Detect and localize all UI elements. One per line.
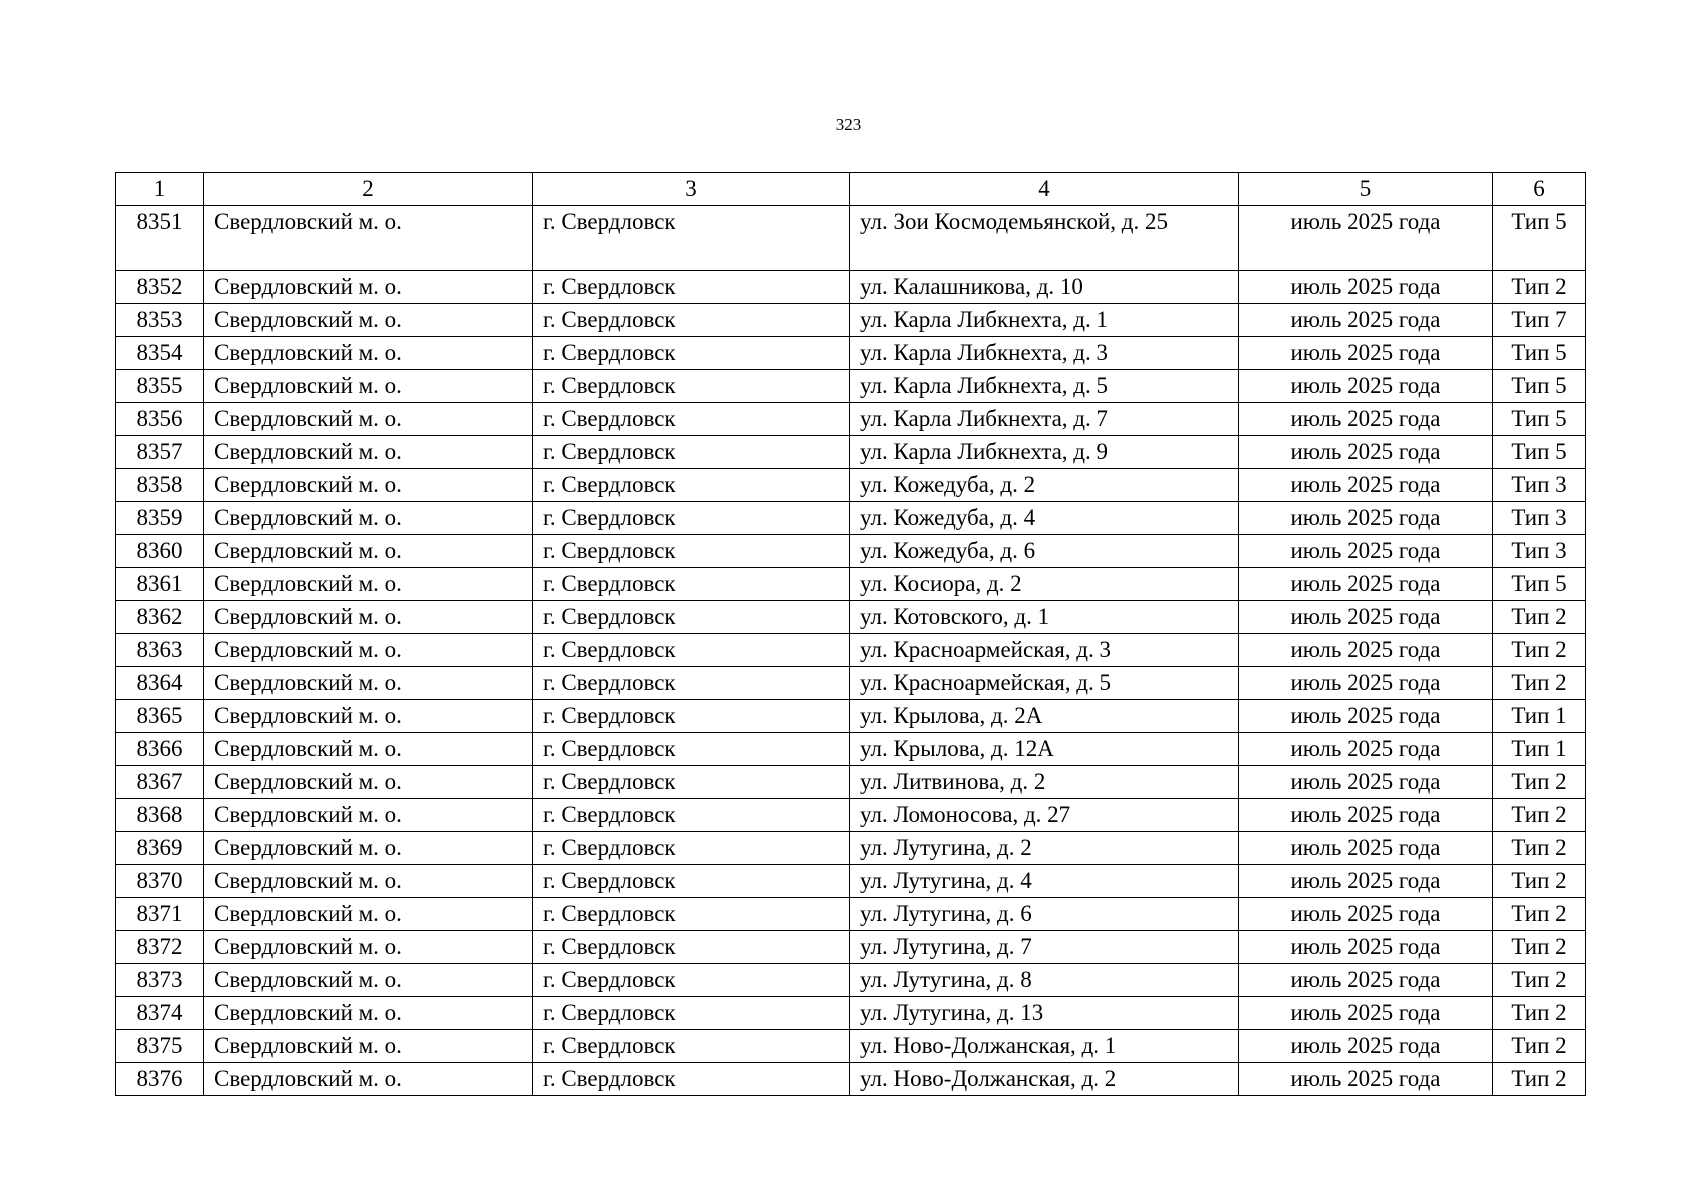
date-cell: июль 2025 года: [1239, 535, 1493, 568]
date-cell: июль 2025 года: [1239, 766, 1493, 799]
district-cell: Свердловский м. о.: [204, 601, 533, 634]
city-cell: г. Свердловск: [533, 733, 850, 766]
date-cell: июль 2025 года: [1239, 634, 1493, 667]
address-cell: ул. Ново-Должанская, д. 2: [850, 1063, 1239, 1096]
district-cell: Свердловский м. о.: [204, 964, 533, 997]
city-cell: г. Свердловск: [533, 535, 850, 568]
row-number: 8356: [116, 403, 204, 436]
column-header-5: 5: [1239, 173, 1493, 206]
type-cell: Тип 2: [1493, 898, 1586, 931]
address-cell: ул. Лутугина, д. 13: [850, 997, 1239, 1030]
city-cell: г. Свердловск: [533, 997, 850, 1030]
row-number: 8363: [116, 634, 204, 667]
table-row: [116, 634, 1586, 667]
district-cell: Свердловский м. о.: [204, 469, 533, 502]
row-number: 8371: [116, 898, 204, 931]
address-cell: ул. Лутугина, д. 7: [850, 931, 1239, 964]
date-cell: июль 2025 года: [1239, 733, 1493, 766]
city-cell: г. Свердловск: [533, 964, 850, 997]
city-cell: г. Свердловск: [533, 931, 850, 964]
district-cell: Свердловский м. о.: [204, 535, 533, 568]
address-cell: ул. Кожедуба, д. 6: [850, 535, 1239, 568]
type-cell: Тип 3: [1493, 469, 1586, 502]
district-cell: Свердловский м. о.: [204, 700, 533, 733]
district-cell: Свердловский м. о.: [204, 634, 533, 667]
row-number: 8353: [116, 304, 204, 337]
date-cell: июль 2025 года: [1239, 568, 1493, 601]
date-cell: июль 2025 года: [1239, 931, 1493, 964]
district-cell: Свердловский м. о.: [204, 766, 533, 799]
table-row: [116, 304, 1586, 337]
date-cell: июль 2025 года: [1239, 865, 1493, 898]
city-cell: г. Свердловск: [533, 634, 850, 667]
district-cell: Свердловский м. о.: [204, 206, 533, 271]
table-row: [116, 206, 1586, 271]
table-row: [116, 700, 1586, 733]
date-cell: июль 2025 года: [1239, 304, 1493, 337]
address-cell: ул. Литвинова, д. 2: [850, 766, 1239, 799]
district-cell: Свердловский м. о.: [204, 337, 533, 370]
date-cell: июль 2025 года: [1239, 502, 1493, 535]
city-cell: г. Свердловск: [533, 1030, 850, 1063]
registry-table: [115, 172, 1586, 1096]
date-cell: июль 2025 года: [1239, 898, 1493, 931]
type-cell: Тип 2: [1493, 832, 1586, 865]
type-cell: Тип 5: [1493, 206, 1586, 271]
city-cell: г. Свердловск: [533, 370, 850, 403]
table-row: [116, 865, 1586, 898]
district-cell: Свердловский м. о.: [204, 1030, 533, 1063]
district-cell: Свердловский м. о.: [204, 898, 533, 931]
row-number: 8365: [116, 700, 204, 733]
page-number: 323: [835, 115, 862, 134]
date-cell: июль 2025 года: [1239, 1030, 1493, 1063]
address-cell: ул. Карла Либкнехта, д. 9: [850, 436, 1239, 469]
city-cell: г. Свердловск: [533, 799, 850, 832]
type-cell: Тип 2: [1493, 997, 1586, 1030]
district-cell: Свердловский м. о.: [204, 667, 533, 700]
district-cell: Свердловский м. о.: [204, 799, 533, 832]
district-cell: Свердловский м. о.: [204, 403, 533, 436]
address-cell: ул. Ново-Должанская, д. 1: [850, 1030, 1239, 1063]
table-row: [116, 832, 1586, 865]
table-row: [116, 601, 1586, 634]
address-cell: ул. Красноармейская, д. 5: [850, 667, 1239, 700]
date-cell: июль 2025 года: [1239, 700, 1493, 733]
type-cell: Тип 2: [1493, 799, 1586, 832]
table-row: [116, 1063, 1586, 1096]
address-cell: ул. Красноармейская, д. 3: [850, 634, 1239, 667]
address-cell: ул. Зои Космодемьянской, д. 25: [850, 206, 1239, 271]
address-cell: ул. Карла Либкнехта, д. 1: [850, 304, 1239, 337]
date-cell: июль 2025 года: [1239, 964, 1493, 997]
type-cell: Тип 1: [1493, 733, 1586, 766]
type-cell: Тип 7: [1493, 304, 1586, 337]
column-header-2: 2: [204, 173, 533, 206]
table-row: [116, 1030, 1586, 1063]
city-cell: г. Свердловск: [533, 667, 850, 700]
table-row: [116, 337, 1586, 370]
district-cell: Свердловский м. о.: [204, 436, 533, 469]
city-cell: г. Свердловск: [533, 1063, 850, 1096]
date-cell: июль 2025 года: [1239, 271, 1493, 304]
table-header: [116, 173, 1586, 206]
address-cell: ул. Косиора, д. 2: [850, 568, 1239, 601]
address-cell: ул. Калашникова, д. 10: [850, 271, 1239, 304]
district-cell: Свердловский м. о.: [204, 997, 533, 1030]
city-cell: г. Свердловск: [533, 568, 850, 601]
city-cell: г. Свердловск: [533, 206, 850, 271]
column-header-1: 1: [116, 173, 204, 206]
row-number: 8375: [116, 1030, 204, 1063]
type-cell: Тип 5: [1493, 403, 1586, 436]
table-row: [116, 667, 1586, 700]
city-cell: г. Свердловск: [533, 865, 850, 898]
district-cell: Свердловский м. о.: [204, 832, 533, 865]
type-cell: Тип 3: [1493, 535, 1586, 568]
city-cell: г. Свердловск: [533, 700, 850, 733]
row-number: 8372: [116, 931, 204, 964]
type-cell: Тип 2: [1493, 667, 1586, 700]
date-cell: июль 2025 года: [1239, 436, 1493, 469]
date-cell: июль 2025 года: [1239, 1063, 1493, 1096]
row-number: 8354: [116, 337, 204, 370]
address-cell: ул. Кожедуба, д. 4: [850, 502, 1239, 535]
type-cell: Тип 2: [1493, 865, 1586, 898]
date-cell: июль 2025 года: [1239, 403, 1493, 436]
row-number: 8351: [116, 206, 204, 271]
table-row: [116, 403, 1586, 436]
row-number: 8366: [116, 733, 204, 766]
type-cell: Тип 5: [1493, 337, 1586, 370]
address-cell: ул. Лутугина, д. 8: [850, 964, 1239, 997]
date-cell: июль 2025 года: [1239, 799, 1493, 832]
type-cell: Тип 3: [1493, 502, 1586, 535]
type-cell: Тип 2: [1493, 1063, 1586, 1096]
city-cell: г. Свердловск: [533, 337, 850, 370]
city-cell: г. Свердловск: [533, 502, 850, 535]
address-cell: ул. Лутугина, д. 2: [850, 832, 1239, 865]
type-cell: Тип 2: [1493, 766, 1586, 799]
table-row: [116, 271, 1586, 304]
district-cell: Свердловский м. о.: [204, 1063, 533, 1096]
district-cell: Свердловский м. о.: [204, 733, 533, 766]
row-number: 8357: [116, 436, 204, 469]
type-cell: Тип 2: [1493, 601, 1586, 634]
row-number: 8362: [116, 601, 204, 634]
address-cell: ул. Крылова, д. 12А: [850, 733, 1239, 766]
table-body: [116, 206, 1586, 1096]
city-cell: г. Свердловск: [533, 898, 850, 931]
city-cell: г. Свердловск: [533, 601, 850, 634]
row-number: 8361: [116, 568, 204, 601]
row-number: 8367: [116, 766, 204, 799]
table-row: [116, 898, 1586, 931]
address-cell: ул. Кожедуба, д. 2: [850, 469, 1239, 502]
table-row: [116, 535, 1586, 568]
city-cell: г. Свердловск: [533, 469, 850, 502]
row-number: 8373: [116, 964, 204, 997]
table-row: [116, 436, 1586, 469]
table-row: [116, 370, 1586, 403]
table-row: [116, 799, 1586, 832]
row-number: 8358: [116, 469, 204, 502]
city-cell: г. Свердловск: [533, 304, 850, 337]
table-row: [116, 964, 1586, 997]
address-cell: ул. Крылова, д. 2А: [850, 700, 1239, 733]
date-cell: июль 2025 года: [1239, 469, 1493, 502]
date-cell: июль 2025 года: [1239, 206, 1493, 271]
type-cell: Тип 1: [1493, 700, 1586, 733]
address-cell: ул. Ломоносова, д. 27: [850, 799, 1239, 832]
type-cell: Тип 5: [1493, 370, 1586, 403]
table-row: [116, 502, 1586, 535]
address-cell: ул. Котовского, д. 1: [850, 601, 1239, 634]
district-cell: Свердловский м. о.: [204, 271, 533, 304]
city-cell: г. Свердловск: [533, 832, 850, 865]
address-cell: ул. Карла Либкнехта, д. 3: [850, 337, 1239, 370]
district-cell: Свердловский м. о.: [204, 502, 533, 535]
row-number: 8368: [116, 799, 204, 832]
table-row: [116, 931, 1586, 964]
type-cell: Тип 2: [1493, 931, 1586, 964]
table-row: [116, 568, 1586, 601]
row-number: 8355: [116, 370, 204, 403]
table-row: [116, 997, 1586, 1030]
district-cell: Свердловский м. о.: [204, 568, 533, 601]
type-cell: Тип 5: [1493, 568, 1586, 601]
date-cell: июль 2025 года: [1239, 337, 1493, 370]
address-cell: ул. Карла Либкнехта, д. 5: [850, 370, 1239, 403]
type-cell: Тип 2: [1493, 1030, 1586, 1063]
district-cell: Свердловский м. о.: [204, 931, 533, 964]
column-header-6: 6: [1493, 173, 1586, 206]
row-number: 8359: [116, 502, 204, 535]
row-number: 8370: [116, 865, 204, 898]
date-cell: июль 2025 года: [1239, 370, 1493, 403]
address-cell: ул. Лутугина, д. 6: [850, 898, 1239, 931]
date-cell: июль 2025 года: [1239, 667, 1493, 700]
row-number: 8360: [116, 535, 204, 568]
type-cell: Тип 2: [1493, 634, 1586, 667]
header-row: [116, 173, 1586, 206]
city-cell: г. Свердловск: [533, 766, 850, 799]
table-row: [116, 469, 1586, 502]
city-cell: г. Свердловск: [533, 271, 850, 304]
date-cell: июль 2025 года: [1239, 832, 1493, 865]
city-cell: г. Свердловск: [533, 403, 850, 436]
address-cell: ул. Лутугина, д. 4: [850, 865, 1239, 898]
type-cell: Тип 2: [1493, 964, 1586, 997]
column-header-4: 4: [850, 173, 1239, 206]
district-cell: Свердловский м. о.: [204, 865, 533, 898]
type-cell: Тип 5: [1493, 436, 1586, 469]
table-row: [116, 733, 1586, 766]
type-cell: Тип 2: [1493, 271, 1586, 304]
city-cell: г. Свердловск: [533, 436, 850, 469]
row-number: 8374: [116, 997, 204, 1030]
row-number: 8376: [116, 1063, 204, 1096]
table-row: [116, 766, 1586, 799]
column-header-3: 3: [533, 173, 850, 206]
row-number: 8352: [116, 271, 204, 304]
address-cell: ул. Карла Либкнехта, д. 7: [850, 403, 1239, 436]
date-cell: июль 2025 года: [1239, 997, 1493, 1030]
district-cell: Свердловский м. о.: [204, 370, 533, 403]
district-cell: Свердловский м. о.: [204, 304, 533, 337]
row-number: 8364: [116, 667, 204, 700]
row-number: 8369: [116, 832, 204, 865]
date-cell: июль 2025 года: [1239, 601, 1493, 634]
